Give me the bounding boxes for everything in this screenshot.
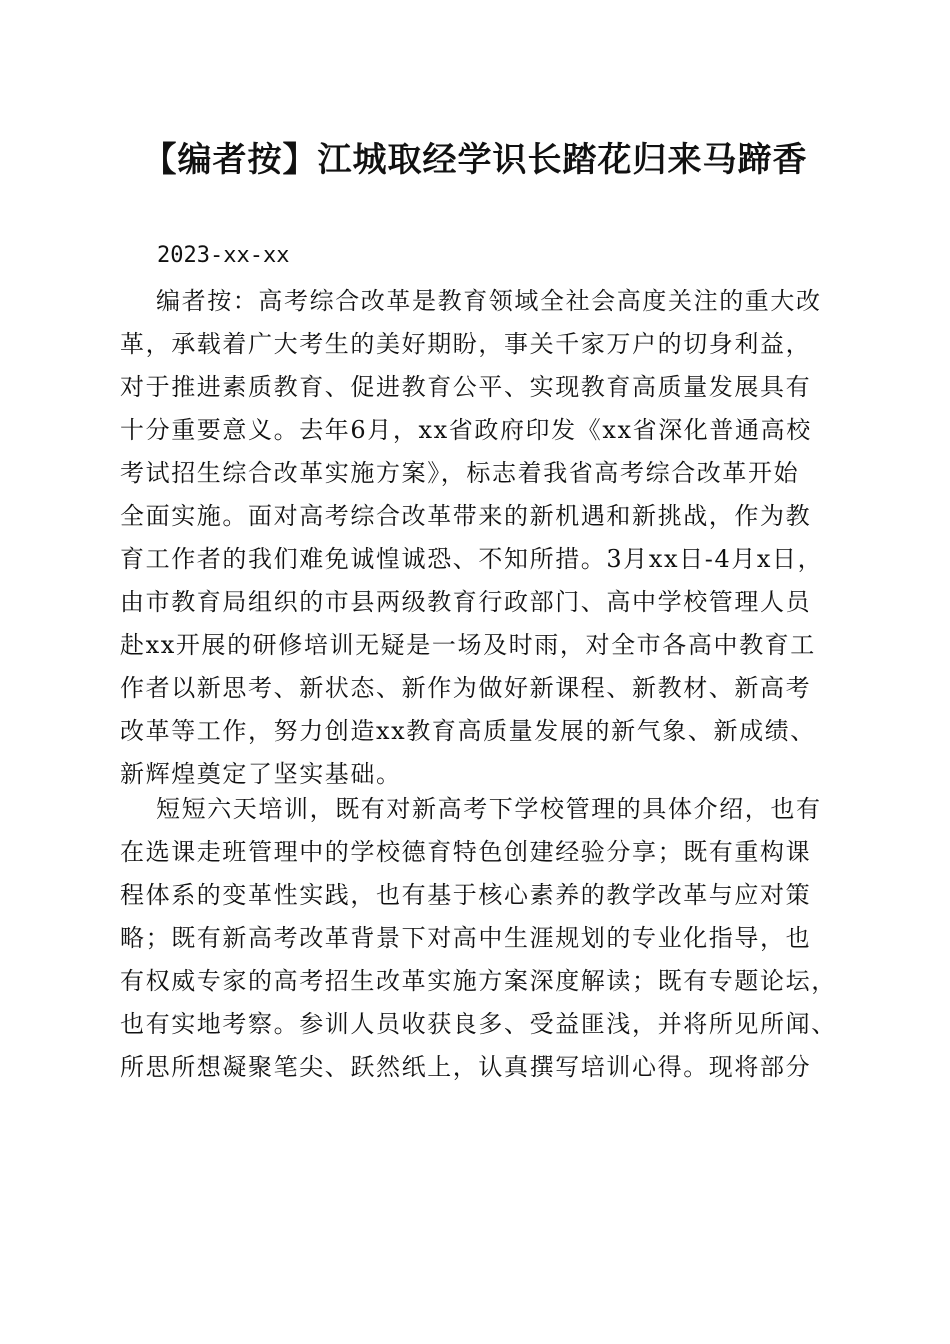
paragraph-line: 程体系的变革性实践，也有基于核心素养的教学改革与应对策 bbox=[120, 881, 812, 909]
paragraph-line: 考试招生综合改革实施方案》，标志着我省高考综合改革开始 bbox=[120, 459, 800, 487]
paragraph-line: 略；既有新高考改革背景下对高中生涯规划的专业化指导，也 bbox=[120, 924, 812, 952]
paragraph-line: 革，承载着广大考生的美好期盼，事关千家万户的切身利益， bbox=[120, 330, 812, 358]
paragraph-training-summary bbox=[120, 788, 836, 1089]
document-date: 2023-xx-xx bbox=[157, 243, 290, 268]
paragraph-line: 改革等工作，努力创造xx教育高质量发展的新气象、新成绩、 bbox=[120, 717, 816, 745]
paragraph-line: 有权威专家的高考招生改革实施方案深度解读；既有专题论坛， bbox=[120, 967, 837, 995]
paragraph-line: 编者按：高考综合改革是教育领域全社会高度关注的重大改 bbox=[156, 287, 822, 315]
paragraph-line: 全面实施。面对高考综合改革带来的新机遇和新挑战，作为教 bbox=[120, 502, 812, 530]
paragraph-line: 也有实地考察。参训人员收获良多、受益匪浅，并将所见所闻、 bbox=[120, 1010, 837, 1038]
paragraph-line: 所思所想凝聚笔尖、跃然纸上，认真撰写培训心得。现将部分 bbox=[120, 1053, 812, 1081]
document-title: 【编者按】江城取经学识长踏花归来马蹄香 bbox=[142, 140, 808, 180]
paragraph-line: 由市教育局组织的市县两级教育行政部门、高中学校管理人员 bbox=[120, 588, 812, 616]
paragraph-editor-note bbox=[120, 280, 836, 796]
paragraph-line: 育工作者的我们难免诚惶诚恐、不知所措。3月xx日-4月x日， bbox=[120, 545, 824, 573]
paragraph-line: 赴xx开展的研修培训无疑是一场及时雨，对全市各高中教育工 bbox=[120, 631, 816, 659]
paragraph-line: 十分重要意义。去年6月，xx省政府印发《xx省深化普通高校 bbox=[120, 416, 812, 444]
paragraph-line: 短短六天培训，既有对新高考下学校管理的具体介绍，也有 bbox=[156, 795, 822, 823]
paragraph-line: 作者以新思考、新状态、新作为做好新课程、新教材、新高考 bbox=[120, 674, 812, 702]
paragraph-line: 在选课走班管理中的学校德育特色创建经验分享；既有重构课 bbox=[120, 838, 812, 866]
paragraph-line: 新辉煌奠定了坚实基础。 bbox=[120, 760, 402, 788]
paragraph-line: 对于推进素质教育、促进教育公平、实现教育高质量发展具有 bbox=[120, 373, 812, 401]
